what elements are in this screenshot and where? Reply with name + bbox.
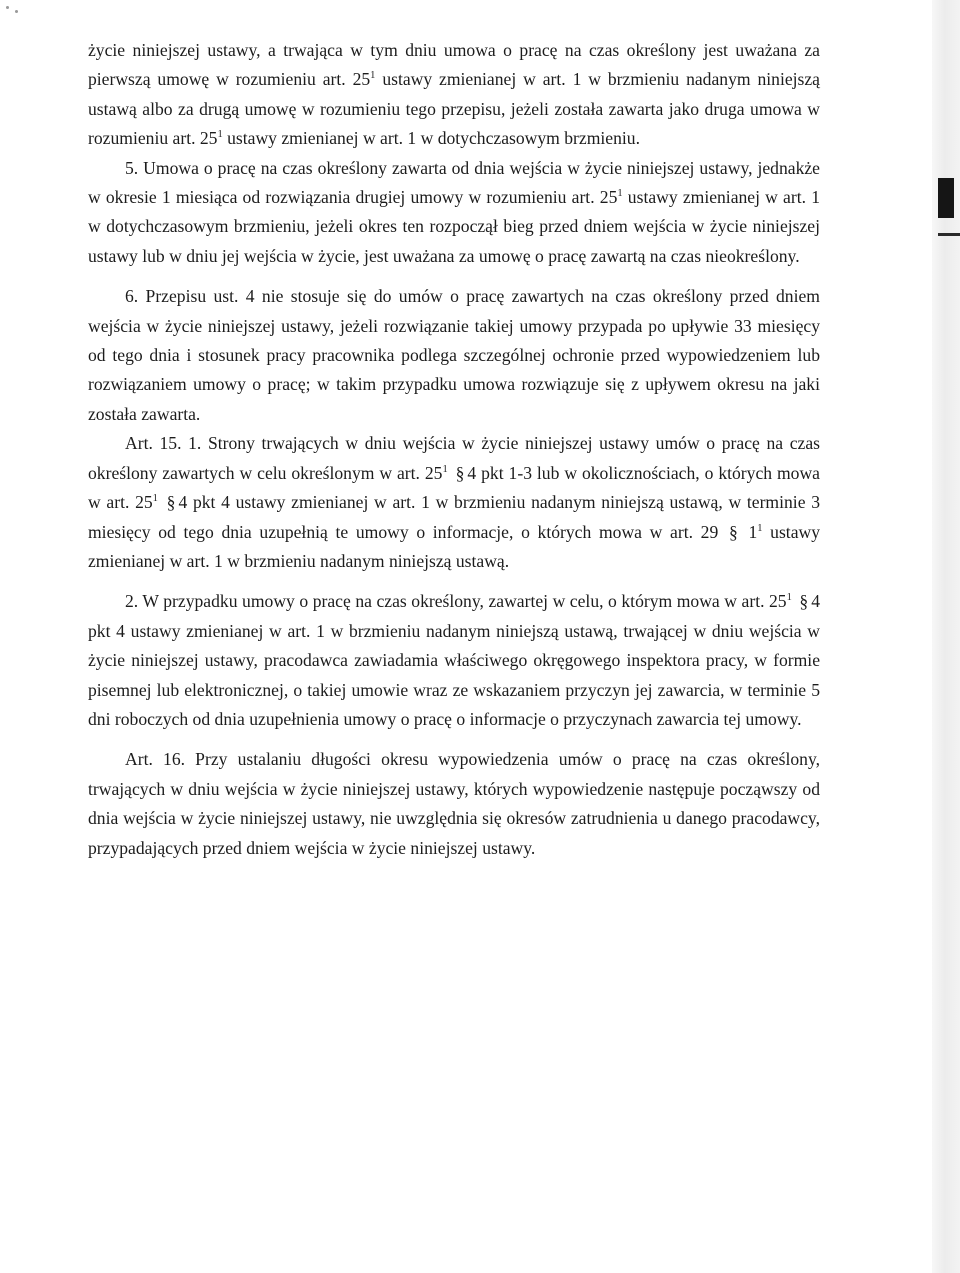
section-sign: § <box>455 462 465 483</box>
superscript: 1 <box>370 70 376 82</box>
superscript: 1 <box>152 493 158 505</box>
text-run: 4 pkt 4 ustawy zmienianej w art. 1 w brzmieniu nadanym niniejszą ustawą, w terminie 3 miesięcy od tego dnia uzupełnią te umowy o informacje, o których mowa w art. 29 <box>88 492 821 542</box>
scan-speck <box>6 6 9 9</box>
text-run: 5. Umowa o pracę na czas określony zawarta od dnia wejścia w życie niniejszej ustawy, jednakże w okresie 1 miesiąca od rozwiązania drugiej umowy w rozumieniu art. 25 <box>88 157 820 208</box>
section-sign: § <box>799 591 809 612</box>
scan-edge-line <box>938 233 960 236</box>
text-run: 4 pkt 4 ustawy zmienianej w art. 1 w brzmieniu nadanym niniejszą ustawą, trwającej w dniu wejścia w życie niniejszej ustawy, pracodawca zawiadamia właściwego okręgowego inspektora pracy, w formie pisemnej lub elektronicznej, o takiej umowie wraz ze wskazaniem przyczyn jej zawarcia, w terminie 5 dni roboczych od dnia uzupełnienia umowy o pracę o informacje o przyczynach zawarcia tej umowy. <box>88 591 820 729</box>
paragraph-art-15-ust-1 <box>88 429 820 576</box>
text-run: 4 pkt 1-3 lub w okolicznościach, o których mowa w art. 25 <box>88 462 820 513</box>
section-sign: § <box>728 521 738 542</box>
text-run: 2. W przypadku umowy o pracę na czas określony, zawartej w celu, o którym mowa w art. 25 <box>125 591 787 612</box>
text-run: 6. Przepisu ust. 4 nie stosuje się do umów o pracę zawartych na czas określony przed dniem wejścia w życie niniejszej ustawy, jeżeli rozwiązanie takiej umowy przypada po upływie 33 miesięcy od tego dnia i stosunek pracy pracownika podlega szczególnej ochronie przed wypowiedzeniem lub rozwiązaniem umowy o pracę; w takim przypadku umowa rozwiązuje się z upływem okresu na jaki została zawarta. <box>88 286 820 424</box>
text-run: 1 <box>748 521 758 542</box>
superscript: 1 <box>757 522 763 534</box>
text-run: życie niniejszej ustawy, a trwająca w tym dniu umowa o pracę na czas określony jest uważana za pierwszą umowę w rozumieniu art. 25 <box>88 40 820 90</box>
paragraph-continuation <box>88 36 820 154</box>
text-run: ustawy zmienianej w art. 1 w brzmieniu nadanym niniejszą ustawą. <box>88 521 821 571</box>
paragraph-ust-5 <box>88 154 820 272</box>
scan-speck <box>15 10 18 13</box>
superscript: 1 <box>786 592 792 604</box>
text-run: ustawy zmienianej w art. 1 w dotychczasowym brzmieniu. <box>222 128 640 149</box>
paragraph-ust-6 <box>88 282 820 429</box>
paragraph-art-15-ust-2 <box>88 587 820 734</box>
superscript: 1 <box>617 188 623 200</box>
text-run: Art. 16. Przy ustalaniu długości okresu wypowiedzenia umów o pracę na czas określony, trwających w dniu wejścia w życie niniejszej ustawy, których wypowiedzenie następuje począwszy od dnia wejścia w życie niniejszej ustawy, nie uwzględnia się okresów zatrudnienia u danego pracodawcy, przypadających przed dniem wejścia w życie niniejszej ustawy. <box>88 749 820 858</box>
paragraph-art-16 <box>88 745 820 863</box>
section-sign: § <box>166 492 176 513</box>
text-run: ustawy zmienianej w art. 1 w dotychczasowym brzmieniu, jeżeli okres ten rozpoczął bieg przed dniem wejścia w życie niniejszej ustawy lub w dniu jej wejścia w życie, jest uważana za umowę o pracę zawartą na czas nieokreślony. <box>88 187 820 266</box>
text-run: ustawy zmienianej w art. 1 w brzmieniu nadanym niniejszą ustawą albo za drugą umowę w rozumieniu tego przepisu, jeżeli została zawarta jako druga umowa w rozumieniu art. 25 <box>88 69 820 149</box>
document-body <box>88 36 820 863</box>
text-run: Art. 15. 1. Strony trwających w dniu wejścia w życie niniejszej ustawy umów o pracę na czas określony zawartych w celu określonym w art. 25 <box>88 433 820 483</box>
scan-edge-mark <box>938 178 954 218</box>
superscript: 1 <box>217 129 223 141</box>
superscript: 1 <box>442 463 448 475</box>
